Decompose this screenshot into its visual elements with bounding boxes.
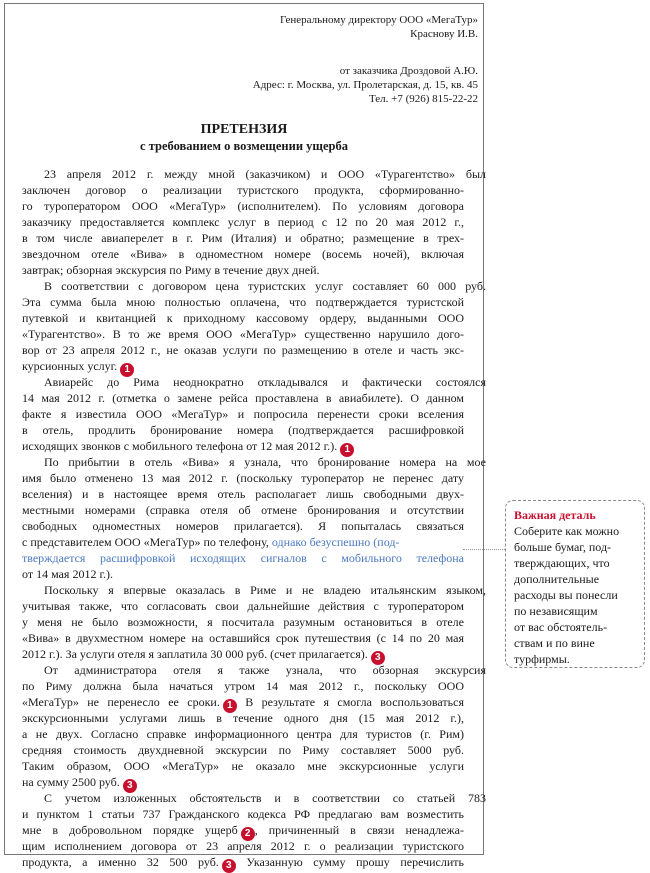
highlighted-text: однако безуспешно (под- [271,535,400,549]
note-line: Соберите как можно [514,524,620,538]
body-line: го туроператором ООО «МегаТур» (исполнителем). По условиям договора [22,199,464,213]
note-line: тверждающих, что [514,556,610,570]
body-line: от 14 мая 2012 г.). [22,567,114,581]
note-line: по независящим [514,604,598,618]
body-line: средняя стоимость двухдневной экскурсии по Риму составляет 5000 руб. [22,743,464,757]
body-line [22,534,464,550]
body-line: «Турагентство». В то же время ООО «МегаТур» существенно нарушило дого- [22,327,464,341]
body-line: По прибытии в отель «Вива» я узнала, что бронирование номера на мое [44,455,486,469]
body-line [22,822,464,838]
body-line: 14 мая 2012 г. (отметка о замене рейса проставлена в авиабилете). О данном [22,391,464,405]
body-line [22,646,464,662]
marker-badge-3: 3 [222,859,236,873]
body-text: с представителем ООО «МегаТур» по телефону, [22,535,269,549]
important-detail-note [505,500,645,668]
note-connector [463,549,505,550]
body-line [22,694,464,710]
body-line: 23 апреля 2012 г. между мной (заказчиком) и ООО «Турагентство» был [44,167,486,181]
body-line: Поскольку я впервые оказалась в Риме и не владею итальянским языком, [44,583,486,597]
body-line: и пунктом 1 статьи 737 Гражданского кодекса РФ предлагаю вам возместить [22,807,464,821]
body-line [22,438,464,454]
addressee-line: Генеральному директору ООО «МегаТур» [279,14,478,26]
marker-badge-1: 1 [223,699,237,713]
body-text: на сумму 2500 руб. [22,775,120,789]
body-text: В результате я смогла воспользоваться [245,695,464,709]
document-subtitle: с требованием о возмещении ущерба [140,139,348,153]
body-text: исходящих звонков с мобильного телефона от 12 мая 2012 г.). [22,439,338,453]
body-line: заключен договор о реализации туристского продукта, сформированно- [22,183,464,197]
body-line: Эта сумма была мною полностью оплачена, что подтверждается туристской [22,295,464,309]
body-line: по Риму должна была начаться утром 14 мая 2012 г., поскольку ООО [22,679,464,693]
body-line: у меня не было возможности, я посчитала разумным остановиться в отеле [22,615,464,629]
body-text: мне в добровольном порядке ущерб [22,823,238,837]
body-line: завтрак; обзорная экскурсия по Риму в течение двух дней. [22,263,320,277]
marker-badge-1: 1 [120,363,134,377]
body-text: , причиненный в связи ненадлежа- [254,823,464,837]
marker-badge-3: 3 [371,651,385,665]
sender-line: Адрес: г. Москва, ул. Пролетарская, д. 15, кв. 45 [252,79,478,91]
body-line: звездочном отеле «Вива» в одноместном номере (восемь ночей), включая [22,247,464,261]
body-line: С учетом изложенных обстоятельств и в соответствии со статьей 783 [44,791,486,805]
note-line: больше бумаг, под- [514,540,612,554]
marker-badge-3: 3 [123,779,137,793]
note-line: расходы вы понесли [514,588,618,602]
body-text: продукта, а именно 32 500 руб. [22,855,219,869]
body-line: факте я известила ООО «МегаТур» и попросила перенести сроки вселения [22,407,464,421]
body-text: 2012 г.). За услуги отеля я заплатила 30 000 руб. (счет прилагается). [22,647,368,661]
body-line: имя было отменено 13 мая 2012 г. (поскольку туроператор не перенес дату [22,471,464,485]
marker-badge-1: 1 [340,443,354,457]
sender-line: Тел. +7 (926) 815-22-22 [368,93,478,105]
body-line: «Вива» в двухместном номере на оставшийся срок путешествия (с 14 по 20 мая [22,631,464,645]
document-title: ПРЕТЕНЗИЯ [200,122,288,137]
note-line: турфирмы. [514,652,570,666]
body-line: экскурсионными услугами лишь в течение одного дня (15 мая 2012 г.), [22,711,464,725]
body-line: учитывая также, что согласовать свои дальнейшие действия с туроператором [22,599,464,613]
body-line [22,774,464,790]
body-line: путевкой и квитанцией к приходному кассовому ордеру, выданными ООО [22,311,464,325]
note-title: Важная деталь [514,508,596,522]
addressee [280,13,478,41]
body-line: свободных одноместных номеров прилагается). Я попыталась связаться [22,519,464,533]
body-line: в отель, продлить бронирование номера (подтверждается расшифровкой [22,423,464,437]
body-line: вор от 23 апреля 2012 г., не оказав услуги по размещению в отеле и часть экс- [22,343,464,357]
body-line: в том числе авиаперелет в г. Рим (Италия) и обратно; размещение в трех- [22,231,464,245]
body-line: заказчику предоставляется комплекс услуг в период с 12 по 20 мая 2012 г., [22,215,464,229]
marker-badge-2: 2 [241,827,255,841]
body-line: В соответствии с договором цена туристских услуг составляет 60 000 руб. [44,279,486,293]
body-line: местными номерами (справка отеля об отмене бронирования и отсутствии [22,503,464,517]
note-line: от вас обстоятель- [514,620,608,634]
body-line: щим исполнением договора от 23 апреля 2012 г. о реализации туристского [22,839,464,853]
sender [253,64,478,106]
note-line: дополнительные [514,572,600,586]
body-line: Авиарейс до Рима неоднократно откладывался и фактически состоялся [44,375,486,389]
body-text: Указанную сумму прошу перечислить [246,855,465,869]
body-line: вселения) и в настоящее время отель располагает лишь свободными двух- [22,487,464,501]
body-line [22,358,464,374]
body-line: Таким образом, ООО «МегаТур» не оказало мне экскурсионные услуги [22,759,464,773]
sender-line: от заказчика Дроздовой А.Ю. [339,65,478,77]
body-line: От администратора отеля я также узнала, что обзорная экскурсия [44,663,486,677]
note-line: ствам и по вине [514,636,595,650]
body-line: а не двух. Согласно справке информационного центра для туристов (г. Рим) [22,727,464,741]
addressee-line: Краснову И.В. [410,28,478,40]
highlighted-line: тверждается расшифровкой исходящих сигналов с мобильного телефона [22,551,464,565]
body-line [22,854,464,870]
body-text: «МегаТур» не перенесло ее сроки. [22,695,220,709]
body-text: курсионных услуг. [22,359,118,373]
